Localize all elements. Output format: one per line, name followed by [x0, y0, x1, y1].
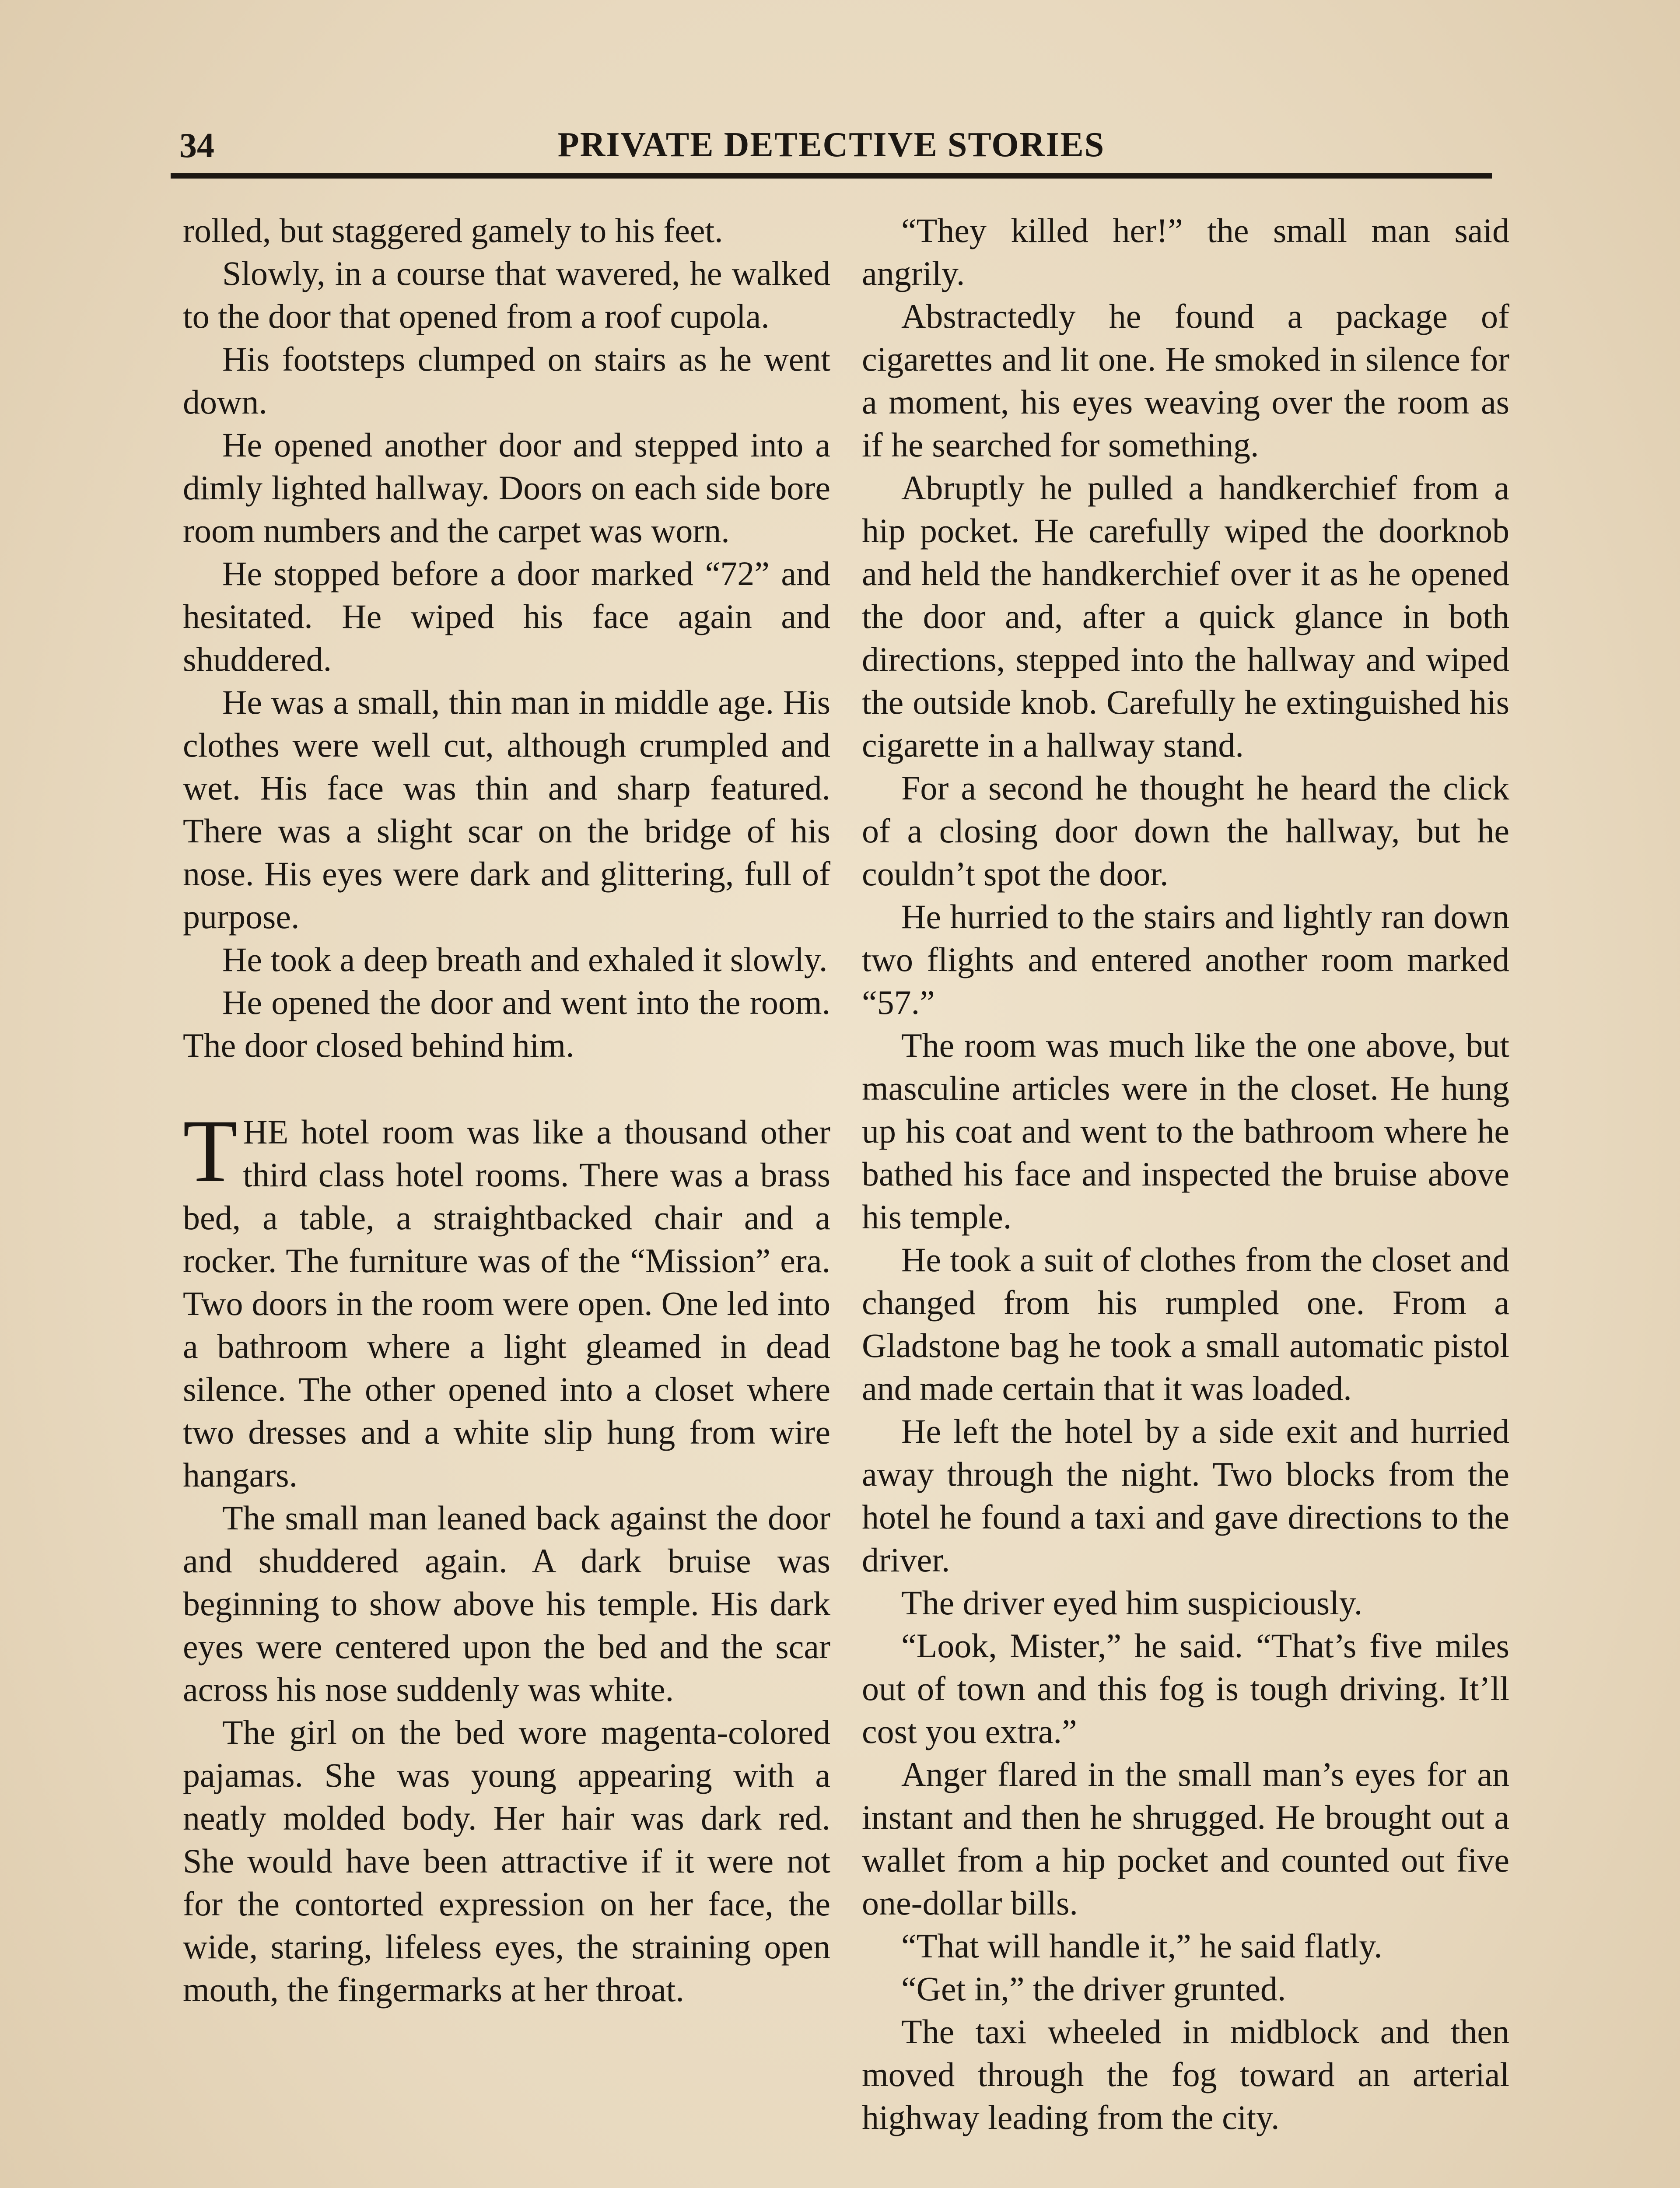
paragraph: He stopped before a door marked “72” and hesitated. He wiped his face again and shuddered.: [183, 554, 830, 678]
paragraph: “Look, Mister,” he said. “That’s five miles out of town and this fog is tough driving. It’ll cost you extra.”: [862, 1627, 1509, 1750]
header-rule: [171, 173, 1492, 179]
paragraph: rolled, but staggered gamely to his feet.: [183, 211, 723, 249]
paragraph: He left the hotel by a side exit and hurried away through the night. Two blocks from the hotel he found a taxi and gave directions to the driver.: [862, 1412, 1509, 1579]
section-opening-paragraph: [183, 1101, 830, 1497]
paragraph: The girl on the bed wore magenta-colored pajamas. She was young appearing with a neatly molded body. Her hair was dark red. She would have been attractive if it were not for the contorted expression on her face, the wide, staring, lifeless eyes, the straining open mouth, the fingermarks at her throat.: [183, 1713, 830, 2009]
paragraph: He took a deep breath and exhaled it slowly.: [222, 940, 828, 978]
paragraph: He was a small, thin man in middle age. His clothes were well cut, although crumpled and wet. His face was thin and sharp featured. There was a slight scar on the bridge of his nose. His eyes were dark and glittering, full of purpose.: [183, 683, 830, 936]
page-number: 34: [179, 126, 214, 165]
section-break: [183, 1067, 830, 1111]
paragraph: “They killed her!” the small man said angrily.: [862, 211, 1509, 292]
paragraph: Abruptly he pulled a handkerchief from a hip pocket. He carefully wiped the doorknob and held the handkerchief over it as he opened the door and, after a quick glance in both directions, stepped into the hallway and wiped the outside knob. Carefully he extinguished his cigarette in a hallway stand.: [862, 469, 1509, 764]
paragraph: The room was much like the one above, but masculine articles were in the closet. He hung up his coat and went to the bathroom where he bathed his face and inspected the bruise above his temple.: [862, 1026, 1509, 1236]
dropcap-paragraph-text: HE hotel room was like a thousand other third class hotel rooms. There was a brass bed, a table, a straightbacked chair and a rocker. The furniture was of the “Mission” era. Two doors in the room were open. One led into a bathroom where a light gleamed in dead silence. The other opened into a closet where two dresses and a white slip hung from wire hangars.: [183, 1113, 830, 1494]
paragraph: The driver eyed him suspiciously.: [901, 1584, 1363, 1622]
paragraph: He took a suit of clothes from the closet and changed from his rumpled one. From a Gladstone bag he took a small automatic pistol and made certain that it was loaded.: [862, 1241, 1509, 1407]
drop-cap: T: [183, 1101, 238, 1201]
paragraph: “That will handle it,” he said flatly.: [901, 1927, 1382, 1965]
paragraph: He opened the door and went into the room. The door closed behind him.: [183, 983, 830, 1064]
paragraph: For a second he thought he heard the click of a closing door down the hallway, but he couldn’t spot the door.: [862, 769, 1509, 893]
paragraph: Abstractedly he found a package of cigarettes and lit one. He smoked in silence for a moment, his eyes weaving over the room as if he searched for something.: [862, 297, 1509, 464]
paragraph: Slowly, in a course that wavered, he walked to the door that opened from a roof cupola.: [183, 254, 830, 335]
paragraph: “Get in,” the driver grunted.: [901, 1970, 1286, 2008]
paragraph: He opened another door and stepped into a dimly lighted hallway. Doors on each side bore room numbers and the carpet was worn.: [183, 426, 830, 550]
paragraph: He hurried to the stairs and lightly ran down two flights and entered another room marked “57.”: [862, 898, 1509, 1021]
paragraph: His footsteps clumped on stairs as he went down.: [183, 340, 830, 421]
paragraph: The taxi wheeled in midblock and then moved through the fog toward an arterial highway leading from the city.: [862, 2013, 1509, 2136]
running-title: PRIVATE DETECTIVE STORIES: [557, 126, 1105, 164]
paragraph: The small man leaned back against the door and shuddered again. A dark bruise was beginning to show above his temple. His dark eyes were centered upon the bed and the scar across his nose suddenly was white.: [183, 1499, 830, 1708]
left-column: [183, 209, 830, 2011]
page-header: [171, 117, 1492, 165]
paragraph: Anger flared in the small man’s eyes for an instant and then he shrugged. He brought out a wallet from a hip pocket and counted out five one-dollar bills.: [862, 1755, 1509, 1922]
right-column: [862, 209, 1509, 2139]
